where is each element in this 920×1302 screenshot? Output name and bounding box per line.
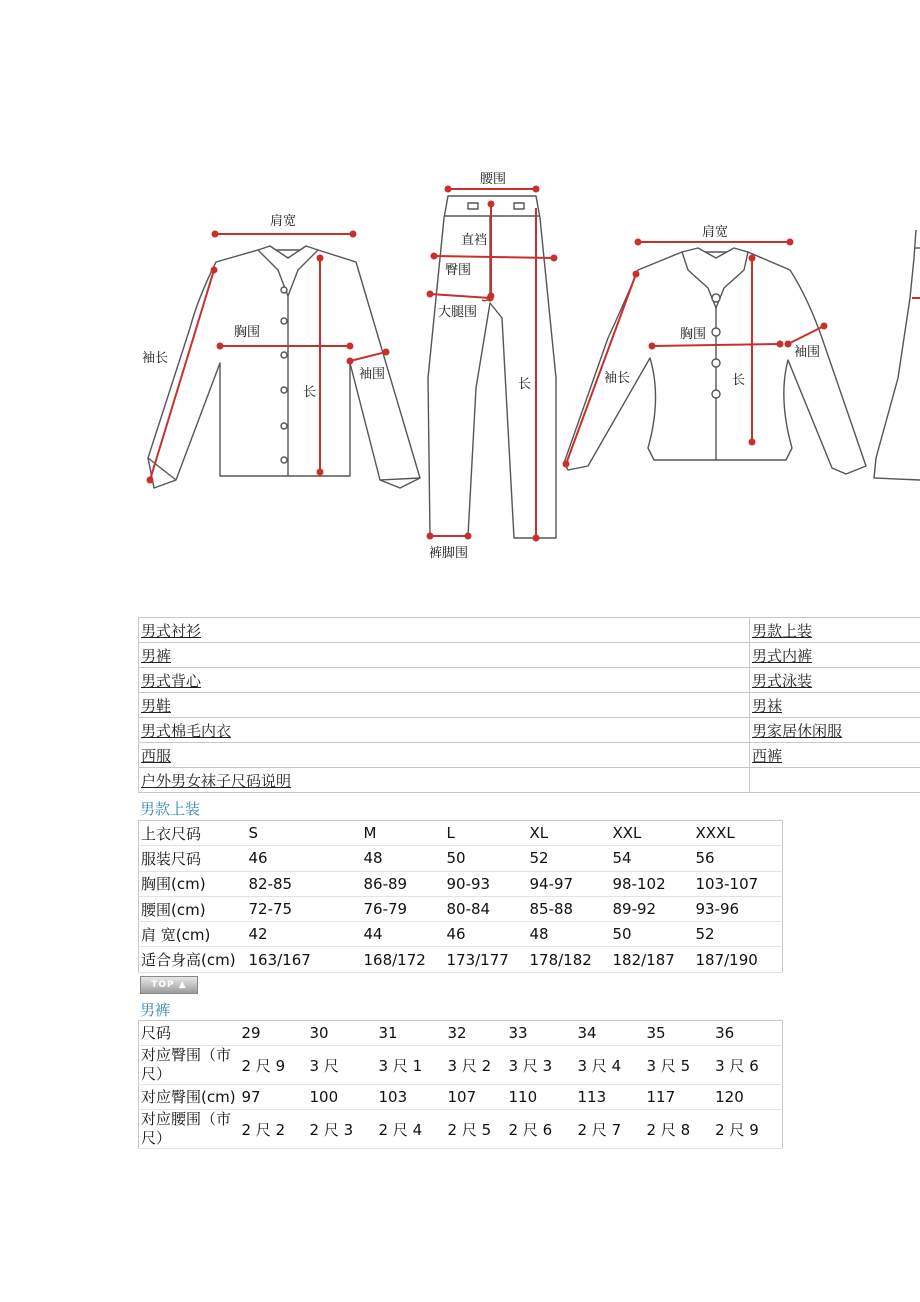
link-cell-left	[139, 643, 750, 668]
row-header-cell: 对应臀围（市尺）	[139, 1046, 240, 1085]
value-cell: 52	[528, 846, 611, 871]
jacket-shoulder-label: 肩宽	[702, 225, 729, 240]
shirt-chest-label: 胸围	[234, 325, 261, 340]
table-row	[139, 846, 783, 871]
table-row	[139, 821, 783, 846]
category-link[interactable]: 西服	[141, 746, 172, 765]
value-cell: 97	[240, 1085, 308, 1110]
value-cell: 36	[713, 1021, 782, 1046]
link-cell-right	[750, 668, 920, 693]
link-cell-right	[750, 693, 920, 718]
value-cell: 54	[611, 846, 694, 871]
link-cell-right	[750, 718, 920, 743]
category-link[interactable]: 男家居休闲服	[752, 721, 843, 740]
link-cell-left	[139, 693, 750, 718]
category-link[interactable]: 男裤	[141, 646, 172, 665]
value-cell: L	[445, 821, 528, 846]
value-cell: 3 尺 4	[576, 1046, 645, 1085]
table-row	[139, 1046, 783, 1085]
category-link[interactable]: 男鞋	[141, 696, 172, 715]
category-link[interactable]: 男式内裤	[752, 646, 813, 665]
row-header-cell: 服装尺码	[139, 846, 247, 871]
value-cell: 31	[377, 1021, 446, 1046]
link-row	[139, 693, 920, 718]
measurement-diagram	[138, 158, 920, 570]
value-cell: 48	[528, 922, 611, 947]
value-cell: 2 尺 2	[240, 1110, 308, 1149]
value-cell: 173/177	[445, 947, 528, 972]
value-cell: 117	[645, 1085, 714, 1110]
value-cell: 82-85	[247, 871, 362, 896]
row-header-cell: 对应腰围（市尺）	[139, 1110, 240, 1149]
link-cell-right	[750, 643, 920, 668]
link-row	[139, 743, 920, 768]
pants-section-title: 男裤	[140, 1001, 171, 1019]
value-cell: 3 尺 6	[713, 1046, 782, 1085]
value-cell: 107	[446, 1085, 507, 1110]
value-cell: 29	[240, 1021, 308, 1046]
value-cell: 3 尺 2	[446, 1046, 507, 1085]
shirt-shoulder-label: 肩宽	[270, 214, 297, 229]
shirt-length-label: 长	[303, 385, 317, 400]
value-cell: 50	[611, 922, 694, 947]
link-cell-left	[139, 768, 750, 793]
value-cell: 34	[576, 1021, 645, 1046]
value-cell: XXL	[611, 821, 694, 846]
link-cell-left	[139, 668, 750, 693]
table-row	[139, 947, 783, 972]
value-cell: 2 尺 3	[308, 1110, 377, 1149]
value-cell: 93-96	[694, 896, 783, 921]
value-cell: 86-89	[362, 871, 445, 896]
category-link[interactable]: 男式棉毛内衣	[141, 721, 232, 740]
link-row	[139, 718, 920, 743]
value-cell: 80-84	[445, 896, 528, 921]
value-cell: 113	[576, 1085, 645, 1110]
jacket-sleeve-length-label: 袖长	[604, 371, 631, 386]
value-cell: 2 尺 8	[645, 1110, 714, 1149]
link-cell-right	[750, 618, 920, 643]
value-cell: 2 尺 9	[240, 1046, 308, 1085]
value-cell: 3 尺 5	[645, 1046, 714, 1085]
value-cell: 98-102	[611, 871, 694, 896]
row-header-cell: 尺码	[139, 1021, 240, 1046]
category-link[interactable]: 男式衬衫	[141, 621, 202, 640]
value-cell: 90-93	[445, 871, 528, 896]
link-row	[139, 643, 920, 668]
value-cell: 110	[507, 1085, 576, 1110]
pants-hem-label: 裤脚围	[429, 546, 469, 561]
table-row	[139, 1085, 783, 1110]
value-cell: 103	[377, 1085, 446, 1110]
category-link[interactable]: 西裤	[752, 746, 783, 765]
table-row	[139, 922, 783, 947]
link-cell-right	[750, 743, 920, 768]
value-cell: 44	[362, 922, 445, 947]
category-link[interactable]: 男款上装	[752, 621, 813, 640]
value-cell: 52	[694, 922, 783, 947]
back-to-top-button[interactable]: TOP ▲	[140, 976, 198, 994]
value-cell: 76-79	[362, 896, 445, 921]
row-header-cell: 腰围(cm)	[139, 896, 247, 921]
value-cell: 42	[247, 922, 362, 947]
value-cell: 3 尺	[308, 1046, 377, 1085]
value-cell: 72-75	[247, 896, 362, 921]
pants-hip-label: 臀围	[445, 263, 472, 278]
value-cell: 89-92	[611, 896, 694, 921]
value-cell: 94-97	[528, 871, 611, 896]
value-cell: 46	[247, 846, 362, 871]
shirt-sleeve-length-label: 袖长	[142, 351, 169, 366]
link-cell-left	[139, 618, 750, 643]
value-cell: 2 尺 9	[713, 1110, 782, 1149]
category-link[interactable]: 户外男女袜子尺码说明	[141, 771, 292, 790]
link-cell-right	[750, 768, 920, 793]
link-row	[139, 668, 920, 693]
value-cell: 168/172	[362, 947, 445, 972]
table-row	[139, 896, 783, 921]
value-cell: 103-107	[694, 871, 783, 896]
category-link-table	[138, 617, 920, 793]
link-cell-left	[139, 743, 750, 768]
row-header-cell: 上衣尺码	[139, 821, 247, 846]
value-cell: 182/187	[611, 947, 694, 972]
value-cell: 3 尺 1	[377, 1046, 446, 1085]
value-cell: 33	[507, 1021, 576, 1046]
value-cell: 2 尺 7	[576, 1110, 645, 1149]
category-link[interactable]: 男式泳装	[752, 671, 813, 690]
row-header-cell: 肩 宽(cm)	[139, 922, 247, 947]
value-cell: 85-88	[528, 896, 611, 921]
tops-size-table	[138, 820, 783, 973]
table-row	[139, 1110, 783, 1149]
value-cell: 56	[694, 846, 783, 871]
link-cell-left	[139, 718, 750, 743]
row-header-cell: 适合身高(cm)	[139, 947, 247, 972]
pants-size-table	[138, 1020, 783, 1149]
category-link[interactable]: 男式背心	[141, 671, 202, 690]
table-row	[139, 1021, 783, 1046]
value-cell: 187/190	[694, 947, 783, 972]
value-cell: 100	[308, 1085, 377, 1110]
value-cell: 2 尺 6	[507, 1110, 576, 1149]
table-row	[139, 871, 783, 896]
value-cell: 2 尺 5	[446, 1110, 507, 1149]
value-cell: M	[362, 821, 445, 846]
value-cell: 35	[645, 1021, 714, 1046]
value-cell: 178/182	[528, 947, 611, 972]
value-cell: 3 尺 3	[507, 1046, 576, 1085]
row-header-cell: 对应臀围(cm)	[139, 1085, 240, 1110]
jacket-length-label: 长	[732, 373, 746, 388]
value-cell: 46	[445, 922, 528, 947]
value-cell: 48	[362, 846, 445, 871]
value-cell: 2 尺 4	[377, 1110, 446, 1149]
category-link[interactable]: 男袜	[752, 696, 783, 715]
value-cell: 163/167	[247, 947, 362, 972]
value-cell: 30	[308, 1021, 377, 1046]
jacket-cuff-label: 袖围	[794, 345, 821, 360]
pants-length-label: 长	[518, 377, 532, 392]
value-cell: 120	[713, 1085, 782, 1110]
link-row	[139, 768, 920, 793]
value-cell: XL	[528, 821, 611, 846]
value-cell: XXXL	[694, 821, 783, 846]
pants-thigh-label: 大腿围	[438, 305, 478, 320]
jacket-chest-label: 胸围	[680, 327, 707, 342]
tops-section-title: 男款上装	[140, 800, 201, 818]
value-cell: 50	[445, 846, 528, 871]
pants-rise-label: 直裆	[461, 233, 488, 248]
value-cell: S	[247, 821, 362, 846]
shirt-cuff-label: 袖围	[359, 367, 386, 382]
value-cell: 32	[446, 1021, 507, 1046]
link-row	[139, 618, 920, 643]
pants-waist-label: 腰围	[480, 172, 507, 187]
row-header-cell: 胸围(cm)	[139, 871, 247, 896]
